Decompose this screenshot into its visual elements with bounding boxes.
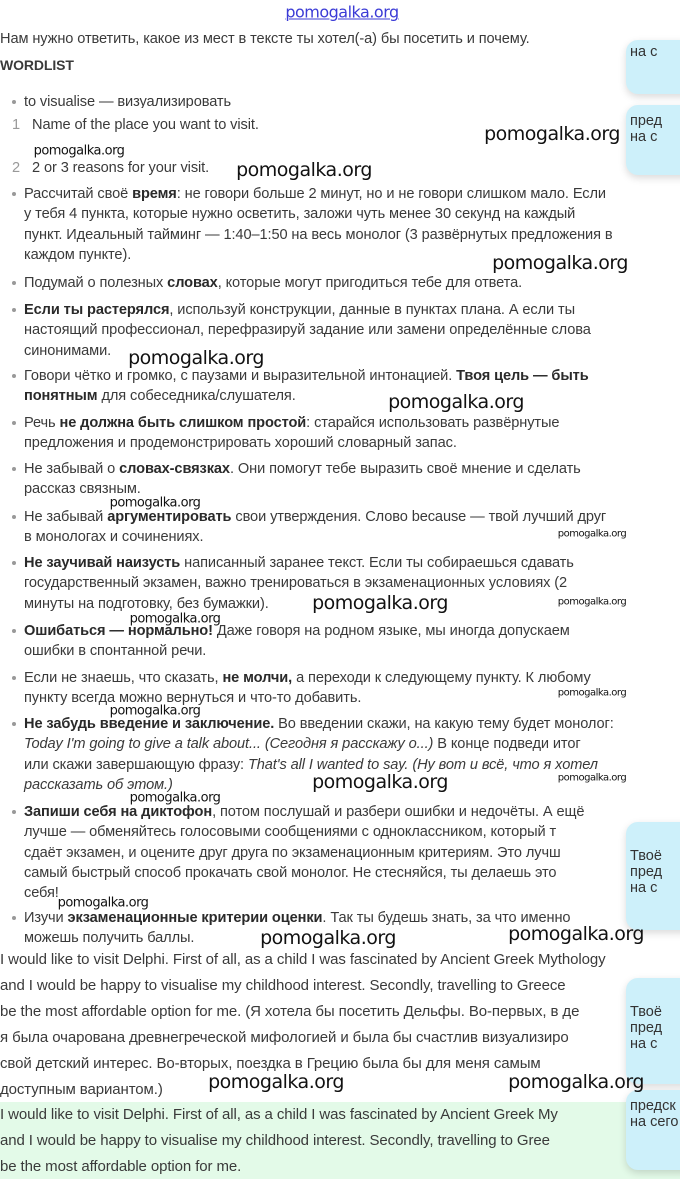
watermark: pomogalka.org [33, 143, 125, 159]
plan-text: 2 or 3 reasons for your visit. [32, 160, 210, 176]
bullet-icon [12, 100, 16, 104]
tip-emphasis: не молчи, [222, 670, 293, 686]
tip-line [24, 246, 131, 264]
tip-text: настоящий профессионал, перефразируй задание или замени определённые слова [24, 322, 591, 339]
tip-emphasis: Если ты растерялся [24, 302, 170, 318]
tip-line [24, 844, 561, 862]
card-text: пред [630, 864, 663, 880]
header-watermark[interactable]: pomogalka.org [285, 2, 399, 22]
message-card[interactable] [626, 978, 680, 1084]
tip-text: , используй конструкции, данные в пунктах плана. А если ты [169, 302, 576, 318]
answer-line: I would like to visit Delphi. First of all, as a child I was fascinated by Ancient Greek Mythology [0, 951, 606, 968]
bullet-icon [12, 374, 16, 378]
tip-text: написанный заранее текст. Если ты собираешься сдавать [180, 555, 574, 571]
card-text: пред [630, 1020, 663, 1036]
tip-line [24, 864, 556, 882]
card-text: предск [630, 1098, 676, 1114]
tip-text: Говори чётко и громко, с паузами и выразительной интонацией. [24, 368, 457, 384]
tip-text: рассказ связным. [24, 481, 141, 498]
tip-text: государственный экзамен, важно тренироваться в экзаменационных условиях (2 [24, 575, 568, 592]
wordlist-title: WORDLIST [0, 57, 74, 73]
tip-text: лучше — обменяйтесь голосовыми сообщениями с одноклассником, который т [24, 824, 557, 841]
tip-emphasis: словах-связках [119, 461, 230, 477]
tip-line [12, 301, 575, 319]
plan-text: Name of the place you want to visit. [32, 117, 259, 133]
tip-text: или скажи завершающую фразу: [24, 756, 248, 773]
plan-item-2 [12, 159, 209, 177]
wordlist-item [12, 93, 231, 108]
answer-line: доступным вариантом.) [0, 1081, 163, 1098]
highlighted-line: and I would be happy to visualise my childhood interest. Secondly, travelling to Gree [0, 1132, 550, 1149]
tip-text: . Они помогут тебе выразить своё мнение и сделать [229, 461, 581, 477]
tip-text: , которые могут пригодиться тебе для ответа. [217, 275, 523, 291]
highlighted-line: I would like to visit Delphi. First of all, as a child I was fascinated by Ancient Greek My [0, 1106, 558, 1123]
tip-line [24, 884, 59, 902]
tip-text: ошибки в спонтанной речи. [24, 643, 207, 660]
watermark: pomogalka.org [388, 391, 524, 413]
tip-line [12, 414, 559, 432]
tip-text: себя! [24, 885, 59, 902]
card-text: на с [630, 880, 658, 896]
watermark: pomogalka.org [508, 1071, 644, 1093]
tip-text: Подумай о полезных [24, 275, 168, 291]
tip-text: можешь получить баллы. [24, 930, 195, 947]
watermark: pomogalka.org [236, 159, 372, 181]
tip-text: для собеседника/слушателя. [97, 388, 296, 405]
tip-emphasis: Не заучивай наизусть [24, 555, 181, 571]
tip-line [24, 321, 591, 339]
tip-text: минуты на подготовку, без бумажки). [24, 595, 269, 612]
watermark: pomogalka.org [508, 923, 644, 945]
tip-line [12, 715, 614, 733]
tip-text: , потом послушай и разбери ошибки и недочёты. А ещё [212, 804, 585, 820]
tip-text: рассказать об этом.) [24, 776, 173, 793]
tip-text: That's all I wanted to say. (Ну вот и всё, что я хотел [247, 756, 598, 773]
tip-line [12, 274, 522, 292]
tip-text: Если не знаешь, что сказать, [24, 670, 223, 686]
bullet-icon [12, 629, 16, 633]
tip-line [24, 642, 206, 660]
message-card[interactable] [626, 1090, 680, 1170]
tip-line [12, 508, 606, 526]
bullet-icon [12, 561, 16, 565]
tip-text: Даже говоря на родном языке, мы иногда допускаем [212, 623, 570, 639]
bullet-icon [12, 916, 16, 920]
tip-line [12, 622, 570, 640]
tip-line [12, 185, 606, 203]
tip-line [24, 528, 203, 546]
tip-emphasis: аргументировать [107, 509, 232, 525]
bullet-icon [12, 192, 16, 196]
tip-line [12, 554, 574, 572]
tip-text: Речь [24, 415, 60, 431]
plan-item-1 [12, 116, 259, 134]
tip-text: Рассчитай своё [24, 186, 133, 202]
tip-line [24, 735, 581, 753]
tip-emphasis: Запиши себя на диктофон [24, 804, 213, 820]
card-text: на с [630, 129, 658, 145]
answer-line: be the most affordable option for me. (Я хотела бы посетить Дельфы. Во-первых, в де [0, 1003, 580, 1020]
watermark: pomogalka.org [208, 1071, 344, 1093]
tip-emphasis: экзаменационные критерии оценки [67, 910, 323, 926]
bullet-icon [12, 676, 16, 680]
tip-line [24, 434, 457, 452]
bullet-icon [12, 281, 16, 285]
bullet-icon [12, 421, 16, 425]
card-text: на с [630, 44, 658, 60]
card-text: на с [630, 1036, 658, 1052]
watermark: pomogalka.org [129, 790, 221, 806]
watermark: pomogalka.org [57, 895, 149, 911]
tip-line [24, 929, 194, 947]
tip-text: Не забывай [24, 509, 108, 525]
tip-text: В конце подведи итог [433, 736, 581, 753]
bullet-icon [12, 308, 16, 312]
watermark: pomogalka.org [557, 596, 627, 608]
watermark: pomogalka.org [557, 772, 627, 784]
tip-text: Изучи [24, 910, 68, 926]
tip-line [24, 756, 598, 774]
tip-text: : не говори больше 2 минут, но и не говори слишком мало. Если [176, 186, 606, 202]
tip-text: у тебя 4 пункта, которые нужно осветить, заложи чуть менее 30 секунд на каждый [24, 206, 576, 223]
tip-emphasis: словах [167, 275, 218, 291]
tip-line [24, 574, 567, 592]
answer-line: свой детский интерес. Во-вторых, поездка в Грецию была бы для меня самым [0, 1055, 541, 1072]
plan-number: 1 [12, 117, 21, 133]
wordlist-item-text: to visualise — визуализировать [24, 94, 231, 108]
watermark: pomogalka.org [557, 687, 627, 699]
tip-text: Не забывай о [24, 461, 120, 477]
message-card[interactable] [626, 822, 680, 930]
tip-emphasis: Не забудь введение и заключение. [24, 716, 275, 732]
tip-emphasis: Ошибаться — нормально! [24, 623, 213, 639]
highlighted-line: be the most affordable option for me. [0, 1158, 242, 1175]
card-text: пред [630, 113, 663, 129]
tip-text: : старайся использовать развёрнутые [306, 415, 560, 431]
tip-text: а переходи к следующему пункту. К любому [292, 670, 591, 686]
watermark: pomogalka.org [129, 611, 221, 627]
tip-emphasis: Твоя цель — быть [456, 368, 589, 384]
answer-line: я была очарована древнегреческой мифологией и была бы счастлив визуализиро [0, 1029, 569, 1046]
watermark: pomogalka.org [484, 123, 620, 145]
watermark: pomogalka.org [312, 592, 448, 614]
tip-line [24, 823, 556, 841]
tip-text: пункту всегда можно вернуться и что-то добавить. [24, 690, 362, 707]
tip-text: . Так ты будешь знать, за что именно [322, 910, 571, 926]
tip-line [24, 595, 269, 613]
bullet-icon [12, 515, 16, 519]
tip-line [12, 367, 589, 385]
answer-line: and I would be happy to visualise my childhood interest. Secondly, travelling to Greece [0, 977, 566, 994]
tip-text: Во введении скажи, на какую тему будет монолог: [274, 716, 614, 732]
watermark: pomogalka.org [557, 528, 627, 540]
tip-line [24, 342, 111, 360]
message-card[interactable] [626, 105, 680, 175]
tip-text: каждом пункте). [24, 246, 132, 263]
tip-text: предложения и продемонстрировать хороший словарный запас. [24, 435, 457, 452]
tip-text: пункт. Идеальный тайминг — 1:40–1:50 на весь монолог (3 развёрнутых предложения в [24, 226, 613, 243]
tip-line [24, 205, 575, 223]
tip-emphasis: время [132, 186, 177, 202]
card-text: Твоё [630, 848, 662, 864]
watermark: pomogalka.org [128, 347, 264, 369]
bullet-icon [12, 722, 16, 726]
tip-text: свои утверждения. Слово because — твой лучший друг [231, 509, 607, 525]
watermark: pomogalka.org [109, 495, 201, 511]
message-card[interactable] [626, 40, 680, 94]
tip-text: сдаёт экзамен, и оцените друг друга по экзаменационным критериям. Это лучш [24, 844, 561, 861]
watermark: pomogalka.org [109, 703, 201, 719]
tip-line [24, 226, 613, 244]
bullet-icon [12, 467, 16, 471]
tip-line [24, 387, 296, 405]
intro-text: Нам нужно ответить, какое из мест в тексте ты хотел(-а) бы посетить и почему. [0, 31, 530, 47]
plan-number: 2 [12, 160, 21, 176]
card-text: на сего [630, 1114, 679, 1130]
tip-emphasis: понятным [24, 388, 98, 405]
tip-text: Today I'm going to give a talk about... (Сегодня я расскажу о...) [24, 736, 434, 753]
tip-line [12, 460, 581, 478]
tip-text: синонимами. [24, 342, 112, 359]
bullet-icon [12, 810, 16, 814]
tip-emphasis: не должна быть слишком простой [59, 415, 307, 431]
tip-line [12, 669, 591, 687]
watermark: pomogalka.org [312, 771, 448, 793]
tip-line [12, 909, 570, 927]
watermark: pomogalka.org [260, 927, 396, 949]
tip-text: в монологах и сочинениях. [24, 529, 204, 546]
watermark: pomogalka.org [492, 252, 628, 274]
card-text: Твоё [630, 1004, 662, 1020]
tip-text: самый быстрый способ прокачать свой монолог. Не стесняйся, ты делаешь это [24, 864, 557, 881]
tip-line [12, 803, 584, 821]
